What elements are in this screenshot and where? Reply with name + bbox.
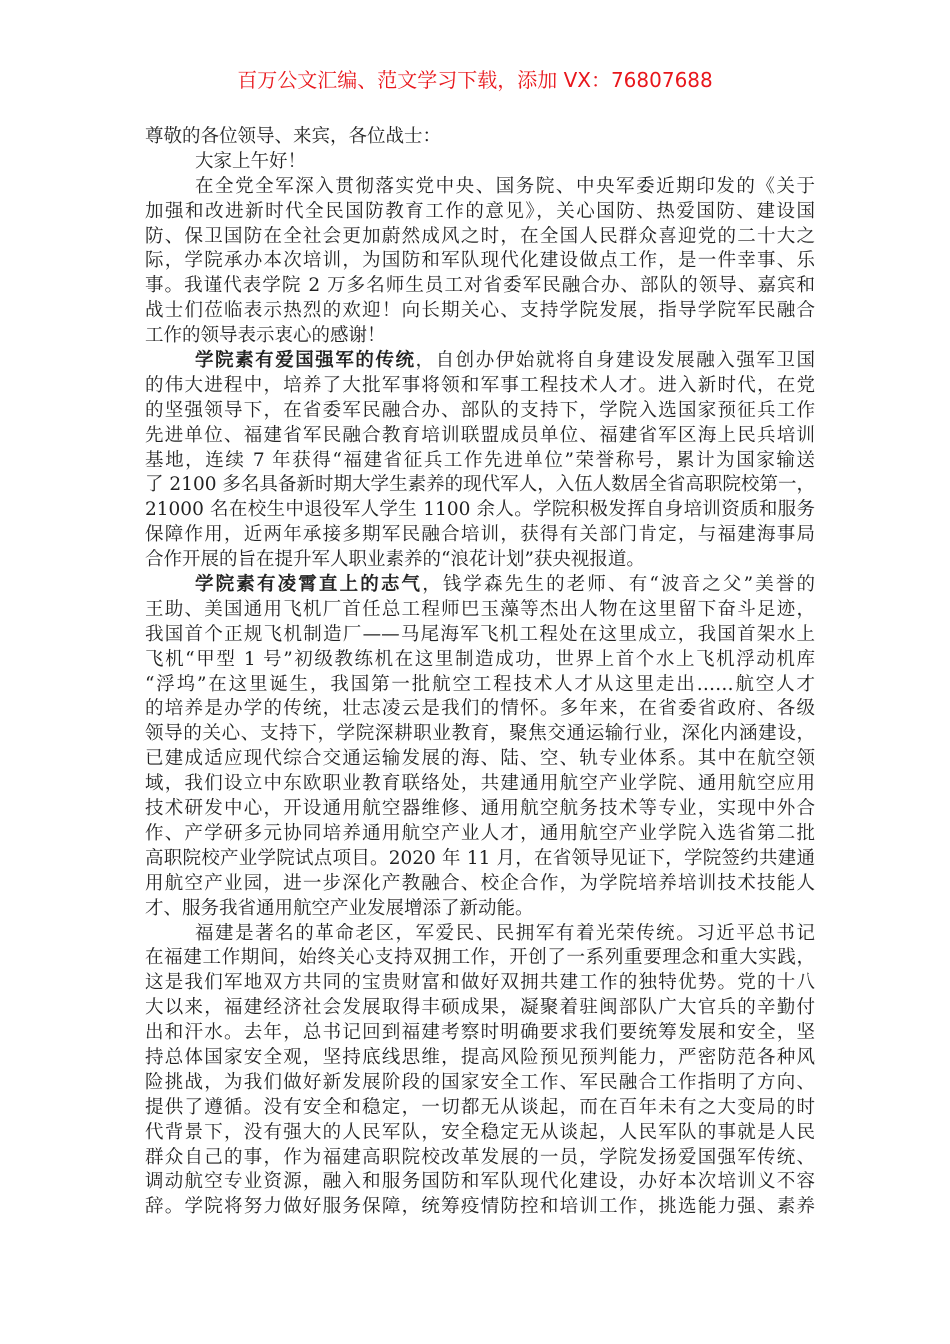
paragraph-line: 在全党全军深入贯彻落实党中央、国务院、中央军委近期印发的《关于 [195, 175, 815, 197]
paragraph-line: 保障作用，近两年承接多期军民融合培训，获得有关部门肯定，与福建海事局 [145, 524, 815, 546]
paragraph-line: 王助、美国通用飞机厂首任总工程师巴玉藻等杰出人物在这里留下奋斗足迹， [145, 598, 815, 620]
paragraph-line: 工作的领导表示衷心的感谢！ [145, 325, 386, 347]
paragraph-line: “浮坞”在这里诞生，我国第一批航空工程技术人才从这里走出……航空人才 [145, 673, 815, 695]
paragraph-line: 已建成适应现代综合交通运输发展的海、陆、空、轨专业体系。其中在航空领 [145, 748, 815, 770]
paragraph-line: 合作开展的旨在提升军人职业素养的“浪花计划”获央视报道。 [145, 549, 645, 571]
paragraph-line: 调动航空专业资源，融入和服务国防和军队现代化建设，办好本次培训义不容 [145, 1171, 815, 1193]
paragraph-line: 代背景下，没有强大的人民军队，安全稳定无从谈起，人民军队的事就是人民 [145, 1121, 815, 1143]
paragraph-line: 大家上午好！ [195, 150, 307, 172]
paragraph-line: 的培养是办学的传统，壮志凌云是我们的情怀。多年来，在省委省政府、各级 [145, 698, 815, 720]
paragraph-line: 先进单位、福建省军民融合教育培训联盟成员单位、福建省军区海上民兵培训 [145, 424, 815, 446]
paragraph-text: ，钱学森先生的老师、有“波音之父”美誉的 [422, 574, 815, 596]
paragraph-line: 在福建工作期间，始终关心支持双拥工作，开创了一系列重要理念和重大实践， [145, 947, 815, 969]
paragraph-line: 辞。学院将努力做好服务保障，统筹疫情防控和培训工作，挑选能力强、素养 [145, 1196, 815, 1218]
paragraph-line: 这是我们军地双方共同的宝贵财富和做好双拥共建工作的独特优势。党的十八 [145, 972, 815, 994]
paragraph-line: 事。我谨代表学院 2 万多名师生员工对省委军民融合办、部队的领导、嘉宾和 [145, 275, 815, 297]
paragraph-line: 飞机“甲型 1 号”初级教练机在这里制造成功，世界上首个水上飞机浮动机库 [145, 648, 815, 670]
paragraph-line: 战士们莅临表示热烈的欢迎！向长期关心、支持学院发展，指导学院军民融合 [145, 300, 815, 322]
paragraph-text: ，自创办伊始就将自身建设发展融入强军卫国 [415, 350, 815, 372]
watermark-banner: 百万公文汇编、范文学习下载，添加 VX：76807688 [237, 68, 713, 92]
paragraph-line: 技术研发中心，开设通用航空器维修、通用航空航务技术等专业，实现中外合 [145, 798, 815, 820]
paragraph-line: 作、产学研多元协同培养通用航空产业人才，通用航空产业学院入选省第二批 [145, 822, 815, 844]
paragraph-line: 的坚强领导下，在省委军民融合办、部队的支持下，学院入选国家预征兵工作 [145, 399, 815, 421]
paragraph-line: 际，学院承办本次培训，为国防和军队现代化建设做点工作，是一件幸事、乐 [145, 250, 815, 272]
paragraph-line: 出和汗水。去年，总书记回到福建考察时明确要求我们要统筹发展和安全，坚 [145, 1022, 815, 1044]
paragraph-line: 了 2100 多名具备新时期大学生素养的现代军人，入伍人数居全省高职院校第一， [145, 474, 815, 496]
paragraph-line: 我国首个正规飞机制造厂——马尾海军飞机工程处在这里成立，我国首架水上 [145, 623, 815, 645]
paragraph-line: 福建是著名的革命老区，军爱民、民拥军有着光荣传统。习近平总书记 [195, 922, 815, 944]
paragraph-line: 领导的关心、支持下，学院深耕职业教育，聚焦交通运输行业，深化内涵建设， [145, 723, 815, 745]
paragraph-line: 高职院校产业学院试点项目。2020 年 11 月，在省领导见证下，学院签约共建通 [145, 847, 815, 869]
paragraph-lead-bold: 学院素有凌霄直上的志气 [195, 574, 423, 596]
paragraph-line [145, 349, 815, 374]
paragraph-line: 域，我们设立中东欧职业教育联络处，共建通用航空产业学院、通用航空应用 [145, 773, 815, 795]
paragraph-line [145, 573, 815, 598]
paragraph-line: 用航空产业园，进一步深化产教融合、校企合作，为学院培养培训技术技能人 [145, 872, 815, 894]
paragraph-line: 尊敬的各位领导、来宾，各位战士： [145, 126, 442, 147]
paragraph-line: 持总体国家安全观，坚持底线思维，提高风险预见预判能力，严密防范各种风 [145, 1046, 815, 1068]
paragraph-line: 21000 名在校生中退役军人学生 1100 余人。学院积极发挥自身培训资质和服务 [145, 499, 815, 521]
document-body [145, 125, 815, 1220]
paragraph-line: 才、服务我省通用航空产业发展增添了新动能。 [145, 897, 534, 919]
paragraph-line: 提供了遵循。没有安全和稳定，一切都无从谈起，而在百年未有之大变局的时 [145, 1096, 815, 1118]
paragraph-line: 加强和改进新时代全民国防教育工作的意见》，关心国防、热爱国防、建设国 [145, 200, 815, 222]
paragraph-line: 的伟大进程中，培养了大批军事将领和军事工程技术人才。进入新时代，在党 [145, 374, 815, 396]
paragraph-lead-bold: 学院素有爱国强军的传统 [195, 350, 416, 372]
paragraph-line: 群众自己的事，作为福建高职院校改革发展的一员，学院发扬爱国强军传统、 [145, 1146, 815, 1168]
paragraph-line: 大以来，福建经济社会发展取得丰硕成果，凝聚着驻闽部队广大官兵的辛勤付 [145, 997, 815, 1019]
paragraph-line: 基地，连续 7 年获得“福建省征兵工作先进单位”荣誉称号，累计为国家输送 [145, 449, 815, 471]
paragraph-line: 防、保卫国防在全社会更加蔚然成风之时，在全国人民群众喜迎党的二十大之 [145, 225, 815, 247]
paragraph-line: 险挑战，为我们做好新发展阶段的国家安全工作、军民融合工作指明了方向、 [145, 1071, 815, 1093]
